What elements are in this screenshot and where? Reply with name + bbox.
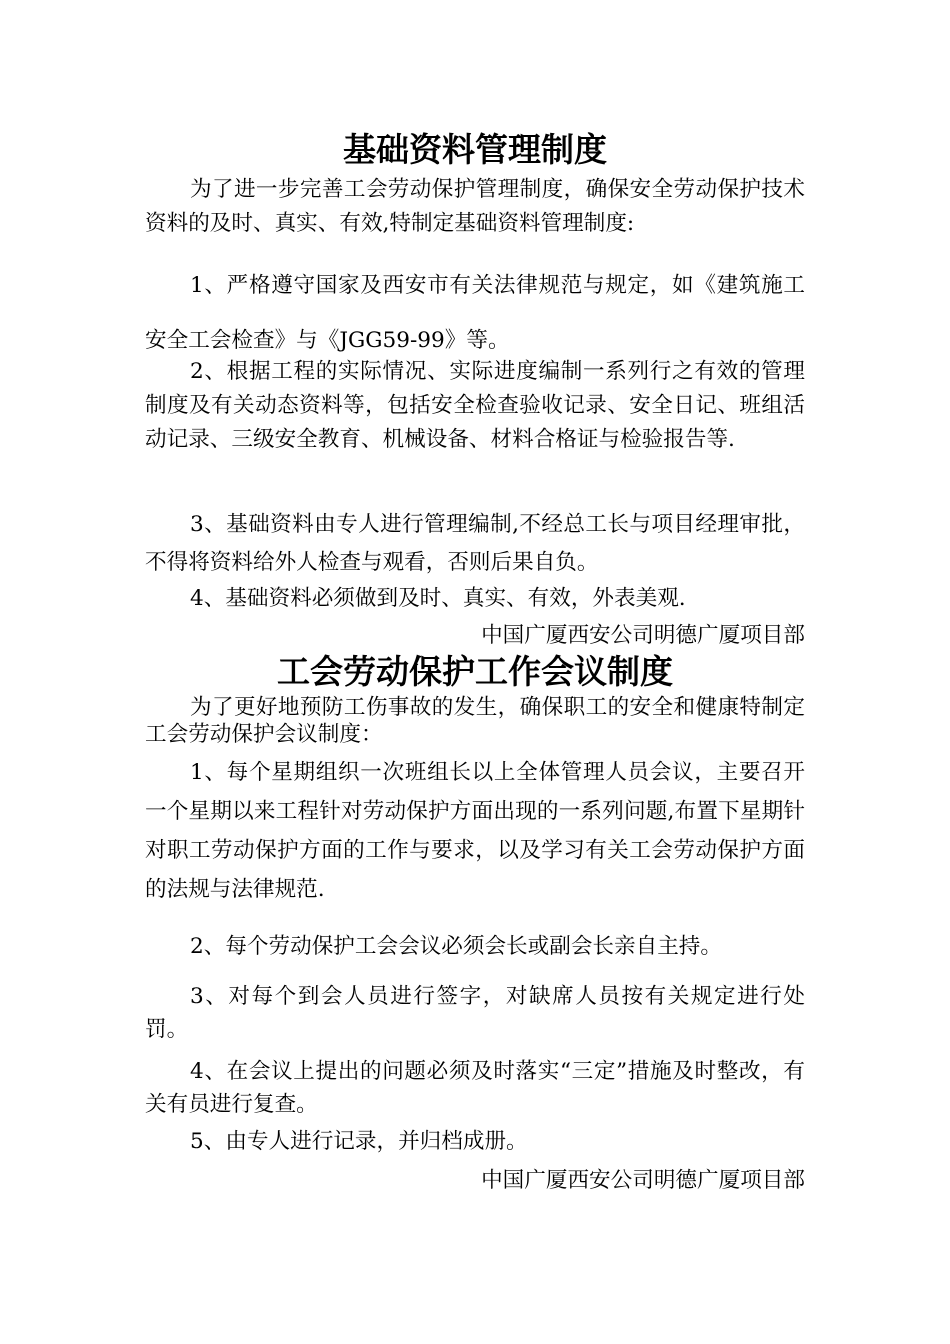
section2-intro: 为了更好地预防工伤事故的发生，确保职工的安全和健康特制定工会劳动保护会议制度： <box>145 695 805 747</box>
section2-title: 工会劳动保护工作会议制度 <box>277 652 673 691</box>
section1-item-4: 4、基础资料必须做到及时、真实、有效，外表美观. <box>190 586 686 611</box>
section2-signature: 中国广厦西安公司明德广厦项目部 <box>481 1168 805 1193</box>
section1-intro: 为了进一步完善工会劳动保护管理制度，确保安全劳动保护技术资料的及时、真实、有效,特制定基础资料管理制度: <box>145 177 805 236</box>
section1-item-2: 2、根据工程的实际情况、实际进度编制一系列行之有效的管理制度及有关动态资料等，包括安全检查验收记录、安全日记、班组活动记录、三级安全教育、机械设备、材料合格证与检验报告等. <box>145 359 805 452</box>
section1-item-3: 3、基础资料由专人进行管理编制,不经总工长与项目经理审批，不得将资料给外人检查与观看，否则后果自负。 <box>145 512 805 575</box>
section1-signature: 中国广厦西安公司明德广厦项目部 <box>481 623 805 648</box>
section2-item-1: 1、每个星期组织一次班组长以上全体管理人员会议，主要召开一个星期以来工程针对劳动保护方面出现的一系列问题,布置下星期针对职工劳动保护方面的工作与要求，以及学习有关工会劳动保护方面的法规与法律规范. <box>145 760 805 902</box>
section1-title: 基础资料管理制度 <box>343 130 607 169</box>
section2-item-5: 5、由专人进行记录，并归档成册。 <box>190 1129 528 1154</box>
section2-item-2: 2、每个劳动保护工会会议必须会长或副会长亲自主持。 <box>190 934 722 959</box>
section2-item-4: 4、在会议上提出的问题必须及时落实“三定”措施及时整改，有关有员进行复查。 <box>145 1059 805 1117</box>
section1-item-1: 1、严格遵守国家及西安市有关法律规范与规定，如《建筑施工安全工会检查》与《JGG59-99》等。 <box>145 273 805 353</box>
section2-item-3: 3、对每个到会人员进行签字，对缺席人员按有关规定进行处罚。 <box>145 984 805 1042</box>
